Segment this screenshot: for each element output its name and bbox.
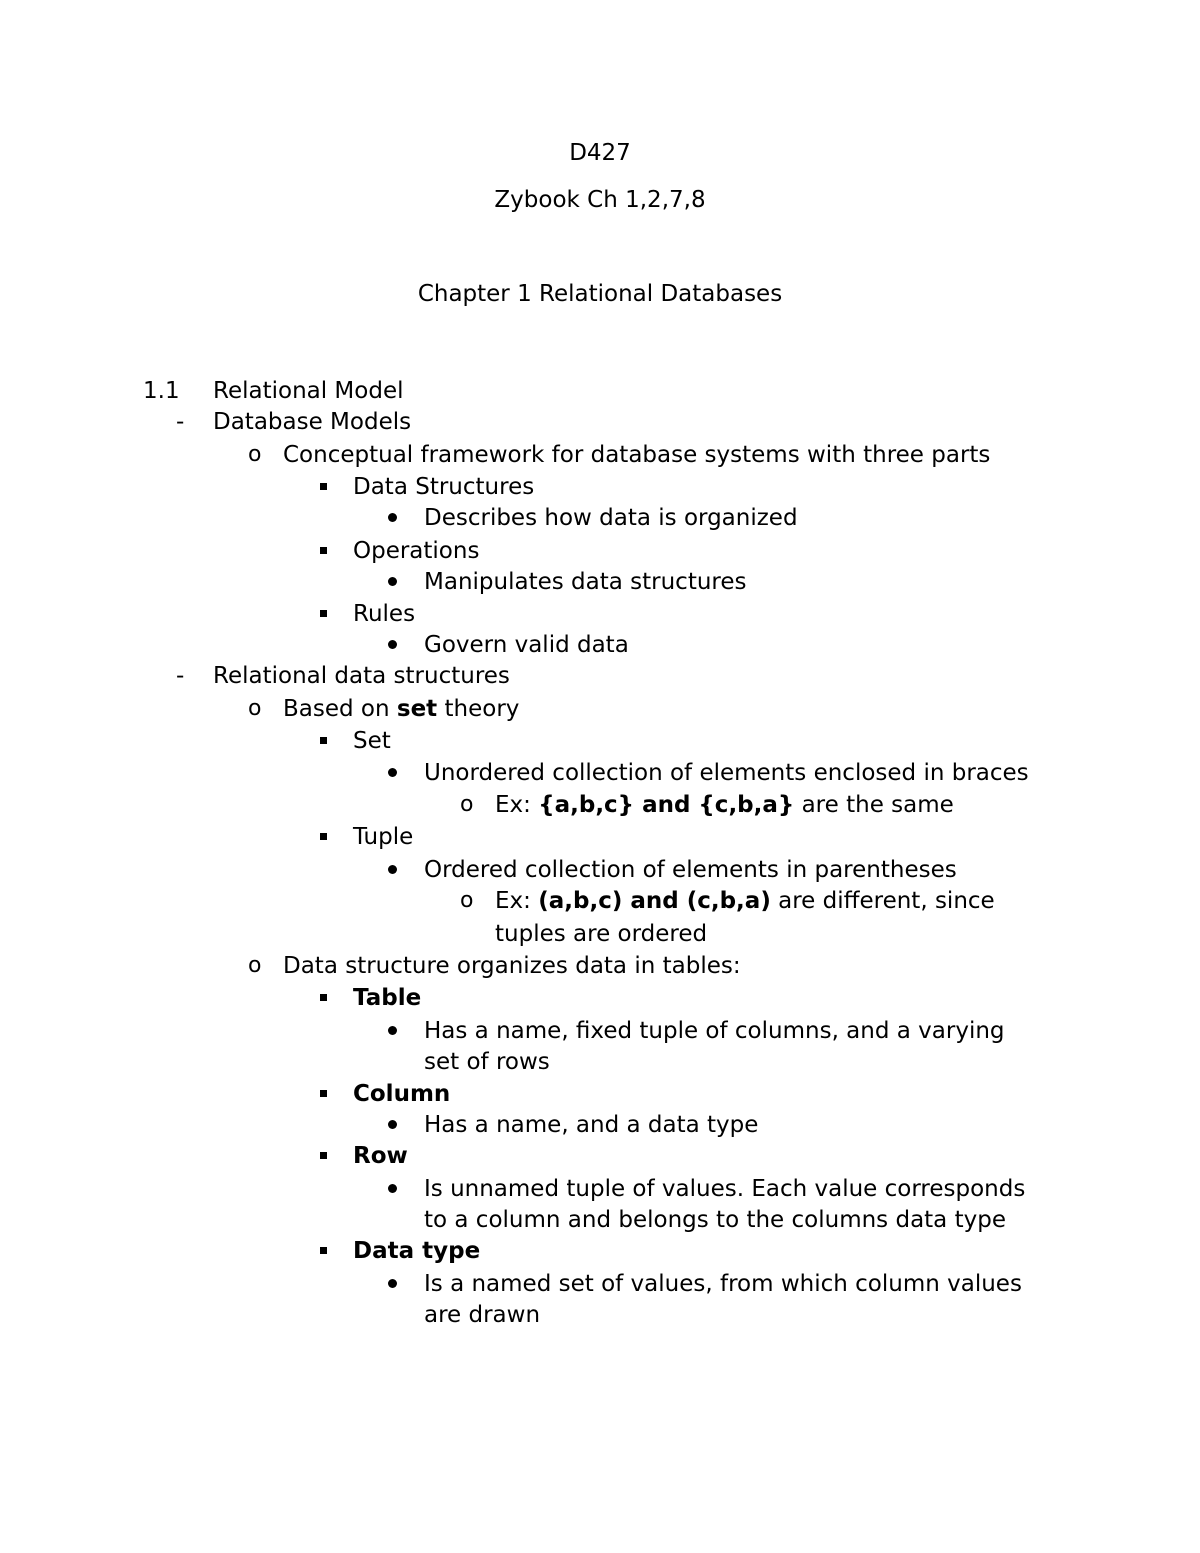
outline-item-row-desc-2: to a column and belongs to the columns data type [424, 1207, 1006, 1233]
outline-item-set-example [495, 789, 954, 821]
tuple-example-suffix: are different, since [770, 888, 995, 914]
document-page: D427 Zybook Ch 1,2,7,8 Chapter 1 Relational Databases 1.1 Relational Model - Database Models o Conceptual framework for database systems with three parts Data Structures Describes how data is organized Operations Manipulates data structures Rules Govern valid data - Relational data structures o Based on set theory Set Unordered collection of elements enclosed in braces o Ex: {a,b,c} and {c,b,a} are the same Tuple Ordered collection of elements in parentheses o Ex: (a,b,c) and (c,b,a) are different, since tuples are ordered o Data structure organizes data in tables: Table Has a name, fixed tuple of columns, and a varying set of rows Column Has a name, and a data type Row Is unnamed tuple of values. Each value corresponds to a column and belongs to the columns data type Data type Is a named set of values, from which column values are drawn [0, 0, 1200, 1553]
outline-item-column-desc: Has a name, and a data type [424, 1112, 759, 1138]
outline-item-rules: Rules [353, 601, 416, 627]
section-title: Relational Model [213, 378, 404, 404]
outline-item-tuple-example-cont: tuples are ordered [495, 921, 708, 947]
based-on-suffix: theory [437, 696, 520, 722]
outline-item-relational-ds: Relational data structures [213, 663, 510, 689]
outline-item-data-type: Data type [353, 1238, 481, 1264]
outline-item-data-type-desc-2: are drawn [424, 1302, 541, 1328]
outline-item-db-models: Database Models [213, 409, 412, 435]
outline-item-column: Column [353, 1081, 451, 1107]
outline-item-set: Set [353, 728, 391, 754]
outline-item-tuple-example [495, 885, 995, 917]
outline-item-conceptual: Conceptual framework for database systems with three parts [283, 442, 991, 468]
outline-item-based-on [283, 693, 519, 725]
outline-item-table-desc-1: Has a name, fixed tuple of columns, and a varying [424, 1018, 1005, 1044]
document-subtitle: Zybook Ch 1,2,7,8 [494, 187, 706, 213]
set-example-bold: {a,b,c} and {c,b,a} [538, 792, 795, 818]
based-on-bold: set [396, 696, 438, 722]
course-code: D427 [569, 140, 631, 166]
outline-item-tuple-desc: Ordered collection of elements in parentheses [424, 857, 957, 883]
outline-item-table: Table [353, 985, 422, 1011]
chapter-title: Chapter 1 Relational Databases [417, 281, 783, 307]
outline-item-table-desc-2: set of rows [424, 1049, 550, 1075]
set-example-prefix: Ex: [495, 792, 539, 818]
section-number: 1.1 [143, 378, 180, 404]
outline-item-rules-desc: Govern valid data [424, 632, 629, 658]
outline-item-operations: Operations [353, 538, 480, 564]
outline-item-operations-desc: Manipulates data structures [424, 569, 747, 595]
tuple-example-bold: (a,b,c) and (c,b,a) [538, 888, 771, 914]
set-example-suffix: are the same [794, 792, 954, 818]
outline-item-row: Row [353, 1143, 408, 1169]
based-on-prefix: Based on [283, 696, 397, 722]
tuple-example-prefix: Ex: [495, 888, 539, 914]
outline-item-data-type-desc-1: Is a named set of values, from which column values [424, 1271, 1022, 1297]
outline-item-data-structures-desc: Describes how data is organized [424, 505, 798, 531]
outline-item-row-desc-1: Is unnamed tuple of values. Each value corresponds [424, 1176, 1026, 1202]
outline-item-set-desc: Unordered collection of elements enclosed in braces [424, 760, 1029, 786]
outline-item-tuple: Tuple [353, 824, 414, 850]
outline-item-ds-tables: Data structure organizes data in tables: [283, 953, 741, 979]
outline-item-data-structures: Data Structures [353, 474, 535, 500]
